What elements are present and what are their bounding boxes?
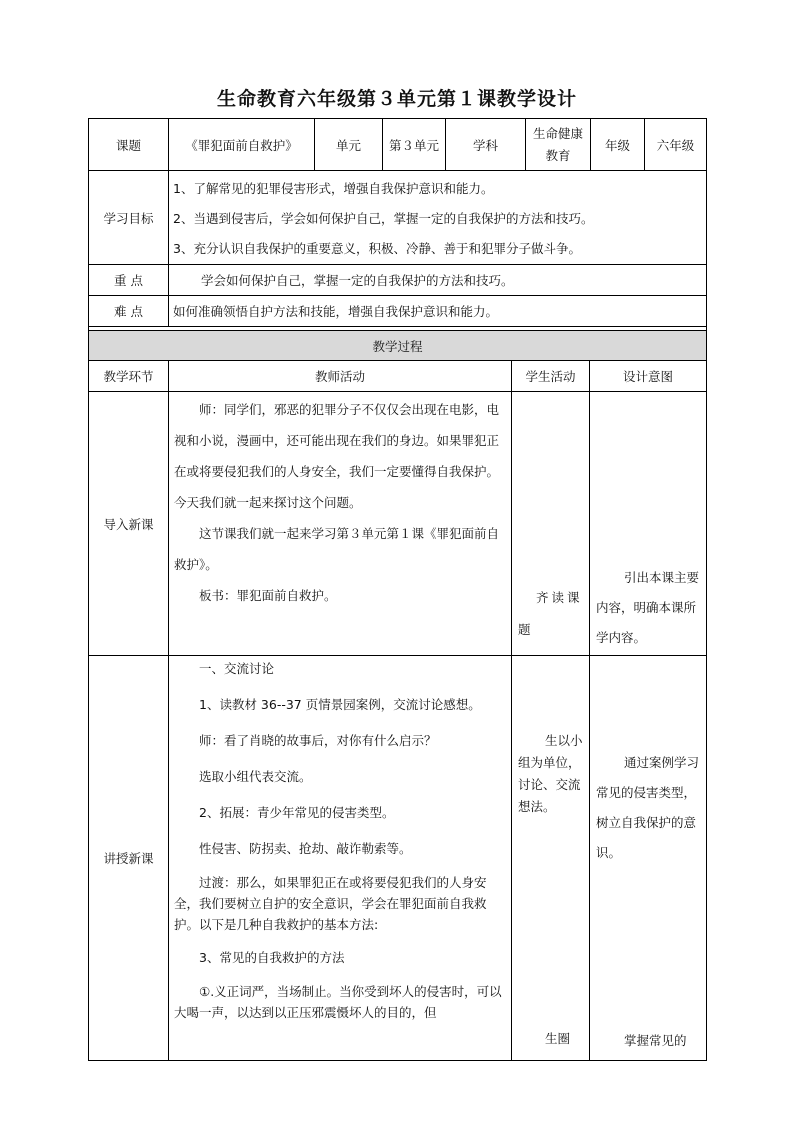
subject-value-line-1: 生命健康 — [532, 125, 583, 141]
lecture-student-text-1: 生以小组为单位，讨论、交流想法。 — [518, 733, 583, 814]
process-header: 教学过程 — [89, 331, 706, 361]
lecture-student — [512, 656, 590, 1060]
unit-value: 第３单元 — [383, 119, 446, 171]
lecture-intent-text-1: 通过案例学习常见的侵害类型，树立自我保护的意识。 — [596, 755, 700, 860]
goal-item: 2、当遇到侵害后，学会如何保护自己，掌握一定的自我保护的方法和技巧。 — [173, 211, 594, 226]
lecture-teacher-para: 2、拓展：青少年常见的侵害类型。 — [199, 805, 395, 820]
goal-item: 1、了解常见的犯罪侵害形式，增强自我保护意识和能力。 — [173, 181, 494, 196]
intro-intent — [590, 392, 706, 656]
key-text — [169, 265, 706, 296]
subject-value — [526, 119, 591, 171]
col-intent: 设计意图 — [590, 361, 706, 392]
course-label: 课题 — [89, 119, 169, 171]
lecture-teacher — [169, 656, 512, 1060]
intro-teacher — [169, 392, 512, 656]
course-value: 《罪犯面前自救护》 — [169, 119, 315, 171]
subject-value-line-2: 教育 — [545, 147, 571, 163]
lecture-intent — [590, 656, 706, 1060]
grade-value: 六年级 — [645, 119, 706, 171]
intro-intent-text: 引出本课主要内容，明确本课所学内容。 — [596, 570, 700, 645]
intro-stage: 导入新课 — [89, 392, 169, 656]
lecture-teacher-para: 过渡：那么，如果罪犯正在或将要侵犯我们的人身安全，我们要树立自护的安全意识，学会在罪犯面前自我救护。以下是几种自我救护的基本方法: — [174, 875, 487, 932]
intro-teacher-para: 师：同学们，邪恶的犯罪分子不仅仅会出现在电影，电视和小说，漫画中，还可能出现在我们的身边。如果罪犯正在或将要侵犯我们的人身安全，我们一定要懂得自我保护。今天我们就一起来探讨这个问题。 — [174, 402, 500, 510]
intro-student-text: 齐读课题 — [518, 590, 583, 637]
unit-label: 单元 — [315, 119, 383, 171]
goals-label: 学习目标 — [89, 171, 169, 265]
lecture-teacher-para: ①.义正词严，当场制止。当你受到坏人的侵害时，可以大喝一声，以达到以正压邪震慑坏人的目的，但 — [174, 984, 502, 1020]
intro-teacher-para: 这节课我们就一起来学习第３单元第１课《罪犯面前自救护》。 — [174, 526, 500, 572]
col-student: 学生活动 — [512, 361, 590, 392]
intro-teacher-para: 板书：罪犯面前自救护。 — [199, 588, 337, 603]
lecture-teacher-para: 1、读教材 36--37 页情景园案例，交流讨论感想。 — [199, 697, 481, 712]
difficulty-text-value: 如何准确领悟自护方法和技能，增强自我保护意识和能力。 — [173, 304, 499, 319]
lecture-teacher-para: 3、常见的自我救护的方法 — [199, 950, 345, 965]
lecture-intent-text-2: 掌握常见的 — [624, 1033, 687, 1048]
goal-item: 3、充分认识自我保护的重要意义，积极、冷静、善于和犯罪分子做斗争。 — [173, 241, 581, 256]
key-label: 重 点 — [89, 265, 169, 296]
key-text-value: 学会如何保护自己，掌握一定的自我保护的方法和技巧。 — [201, 273, 514, 288]
lecture-student-text-2: 生圈 — [545, 1031, 571, 1046]
lesson-plan-table — [88, 118, 707, 1061]
lecture-teacher-para: 师：看了肖晓的故事后，对你有什么启示？ — [199, 733, 437, 748]
col-stage: 教学环节 — [89, 361, 169, 392]
lecture-teacher-para: 一、交流讨论 — [199, 661, 275, 676]
lecture-stage: 讲授新课 — [89, 656, 169, 1060]
difficulty-text — [169, 296, 706, 327]
subject-label: 学科 — [446, 119, 526, 171]
lecture-teacher-para: 选取小组代表交流。 — [199, 769, 312, 784]
page-title: 生命教育六年级第３单元第１课教学设计 — [216, 88, 577, 110]
col-teacher: 教师活动 — [169, 361, 512, 392]
goals-content — [169, 171, 706, 265]
grade-label: 年级 — [591, 119, 645, 171]
lecture-teacher-para: 性侵害、防拐卖、抢劫、敲诈勒索等。 — [199, 841, 412, 856]
intro-student — [512, 392, 590, 656]
difficulty-label: 难 点 — [89, 296, 169, 327]
